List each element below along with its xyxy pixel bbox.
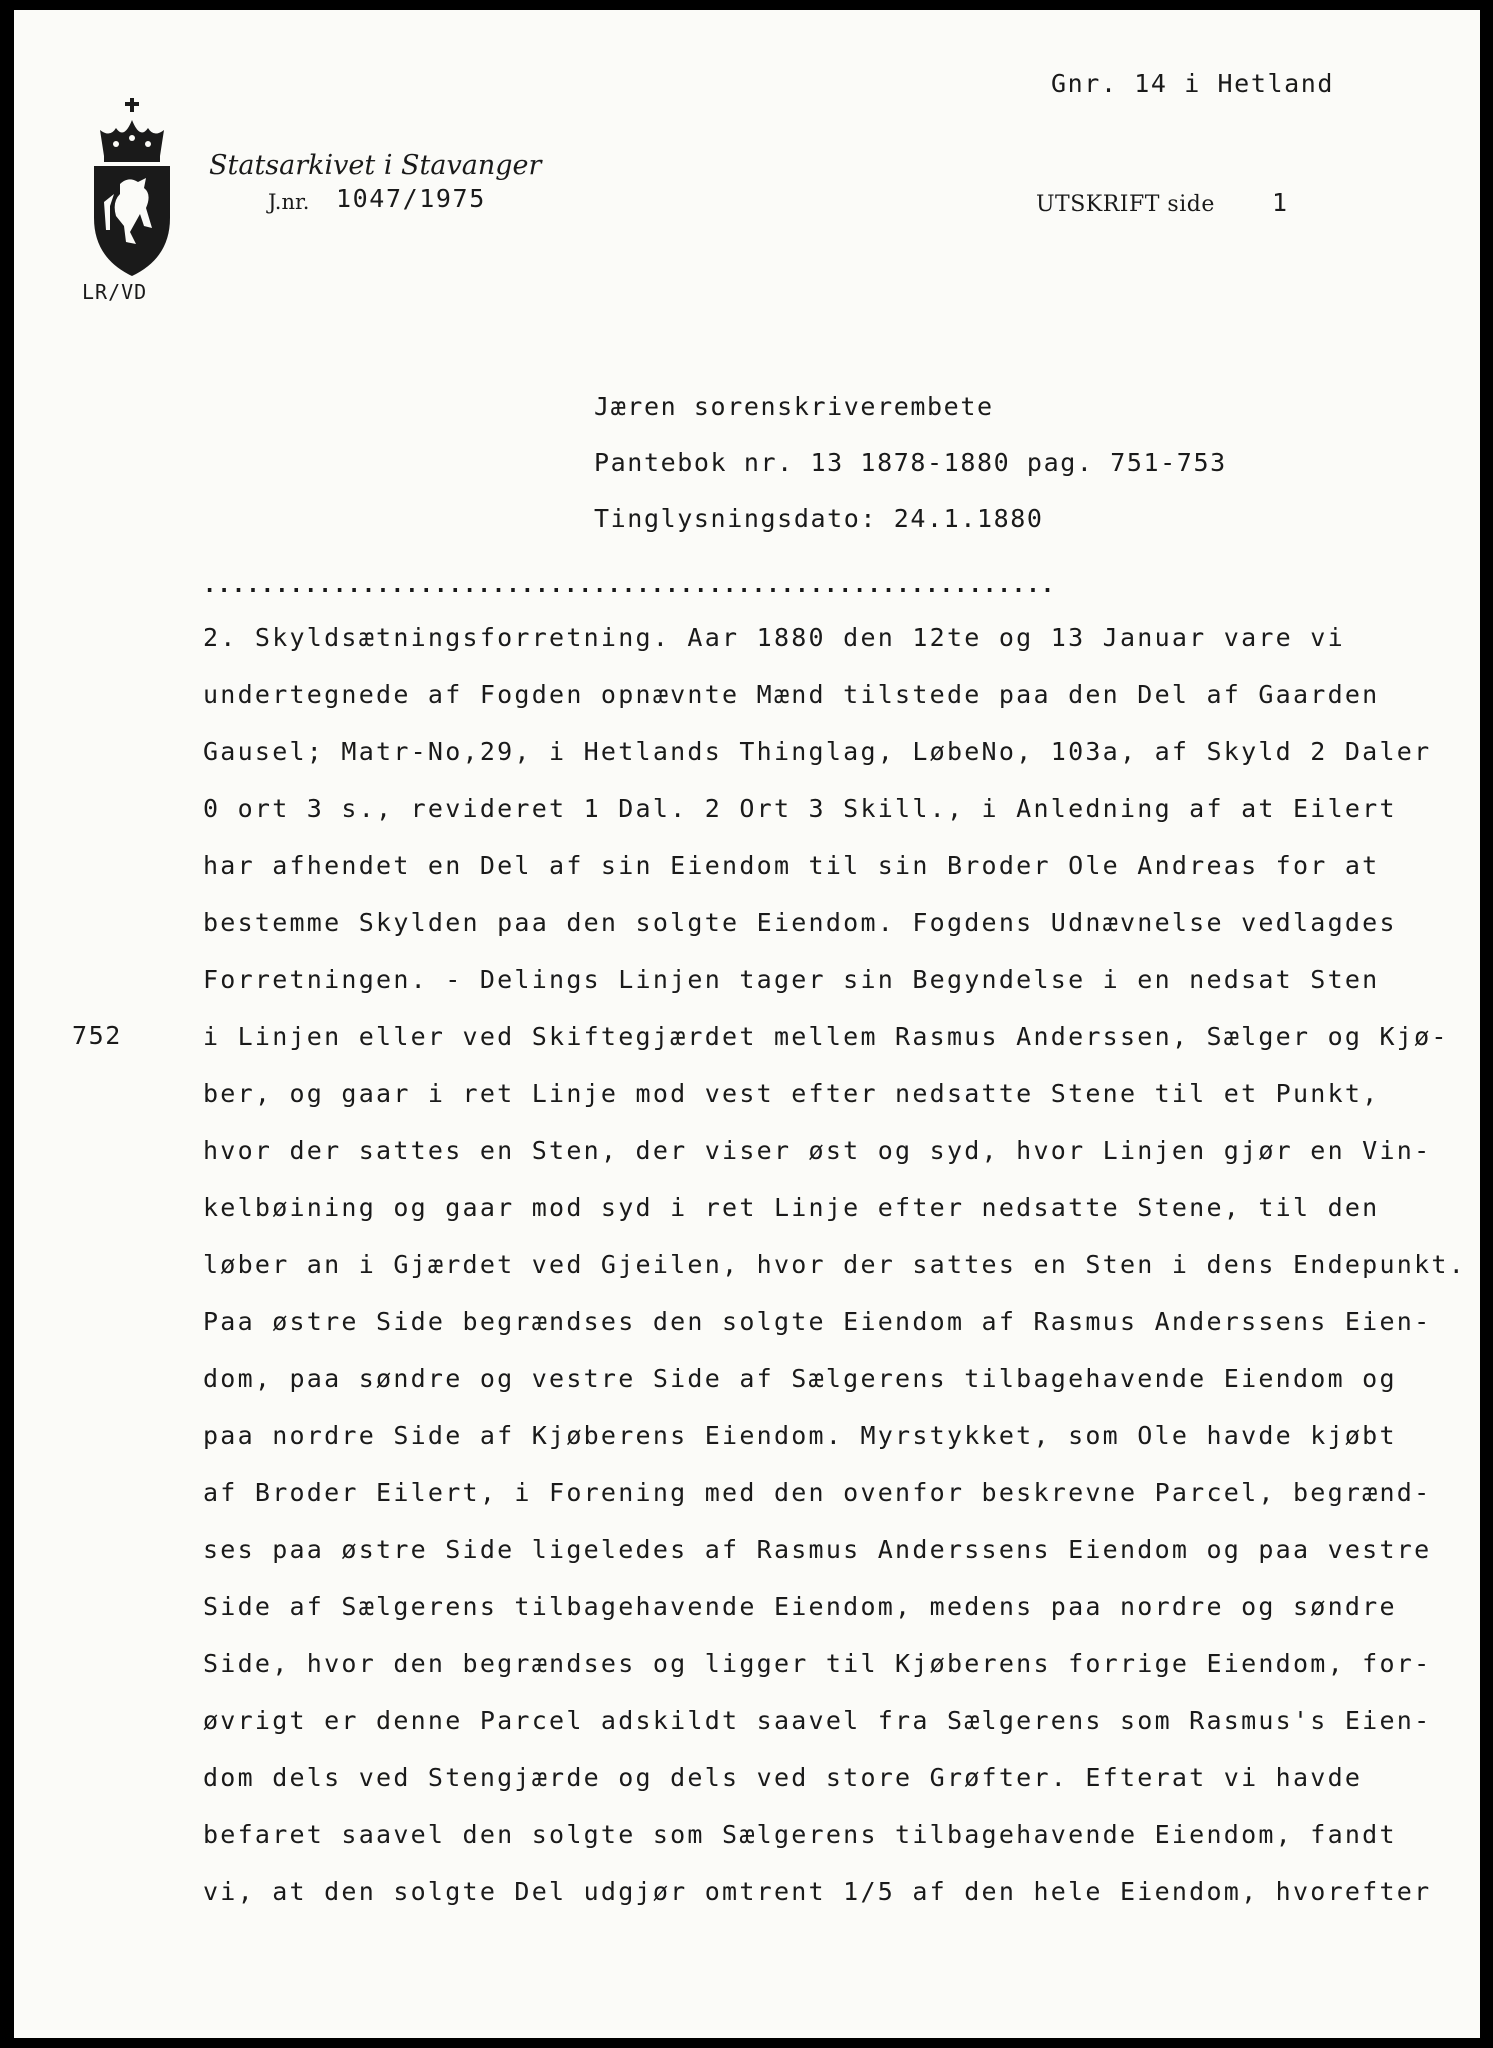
text-line: i Linjen eller ved Skiftegjærdet mellem Rasmus Anderssen, Sælger og Kjø- <box>203 1022 1449 1051</box>
text-line: Paa østre Side begrændses den solgte Eiendom af Rasmus Anderssens Eien- <box>203 1307 1432 1336</box>
office-name: Jæren sorenskriverembete <box>594 392 994 421</box>
text-line: 2. Skyldsætningsforretning. Aar 1880 den 12te og 13 Januar vare vi <box>203 623 1345 652</box>
text-line: ber, og gaar i ret Linje mod vest efter nedsatte Stene til et Punkt, <box>203 1079 1380 1108</box>
text-line: vi, at den solgte Del udgjør omtrent 1/5 af den hele Eiendom, hvorefter <box>203 1877 1432 1906</box>
text-line: Side af Sælgerens tilbagehavende Eiendom, medens paa nordre og søndre <box>203 1592 1397 1621</box>
book-reference: Pantebok nr. 13 1878-1880 pag. 751-753 <box>594 448 1227 477</box>
text-line: har afhendet en Del af sin Eiendom til sin Broder Ole Andreas for at <box>203 851 1380 880</box>
coat-of-arms-icon <box>90 98 174 278</box>
text-line: paa nordre Side af Kjøberens Eiendom. Myrstykket, som Ole havde kjøbt <box>203 1421 1397 1450</box>
text-line: løber an i Gjærdet ved Gjeilen, hvor der sattes en Sten i dens Endepunkt. <box>203 1250 1466 1279</box>
journal-number: 1047/1975 <box>336 184 486 213</box>
property-reference: Gnr. 14 i Hetland <box>1051 69 1335 98</box>
body-text <box>203 618 1466 1929</box>
archive-name: Statsarkivet i Stavanger <box>209 150 542 181</box>
text-line: af Broder Eilert, i Forening med den ovenfor beskrevne Parcel, begrænd- <box>203 1478 1432 1507</box>
text-line: Side, hvor den begrændses og ligger til Kjøberens forrige Eiendom, for- <box>203 1649 1432 1678</box>
document-page <box>14 10 1480 2038</box>
text-line: ses paa østre Side ligeledes af Rasmus Anderssens Eiendom og paa vestre <box>203 1535 1432 1564</box>
dotted-separator: ........................................................... <box>203 573 1056 598</box>
text-line: 0 ort 3 s., revideret 1 Dal. 2 Ort 3 Skill., i Anledning af at Eilert <box>203 794 1397 823</box>
margin-page-note: 752 <box>72 1021 122 1050</box>
text-line: hvor der sattes en Sten, der viser øst og syd, hvor Linjen gjør en Vin- <box>203 1136 1432 1165</box>
page-number: 1 <box>1272 188 1289 217</box>
journal-label: J.nr. <box>268 190 310 214</box>
text-line: øvrigt er denne Parcel adskildt saavel fra Sælgerens som Rasmus's Eien- <box>203 1706 1432 1735</box>
excerpt-label: UTSKRIFT side <box>1036 192 1215 217</box>
text-line: Gausel; Matr-No,29, i Hetlands Thinglag, LøbeNo, 103a, af Skyld 2 Daler <box>203 737 1432 766</box>
text-line: befaret saavel den solgte som Sælgerens tilbagehavende Eiendom, fandt <box>203 1820 1397 1849</box>
text-line: dom, paa søndre og vestre Side af Sælgerens tilbagehavende Eiendom og <box>203 1364 1397 1393</box>
text-line: bestemme Skylden paa den solgte Eiendom. Fogdens Udnævnelse vedlagdes <box>203 908 1397 937</box>
initials: LR/VD <box>82 280 148 304</box>
text-line: kelbøining og gaar mod syd i ret Linje efter nedsatte Stene, til den <box>203 1193 1380 1222</box>
text-line: undertegnede af Fogden opnævnte Mænd tilstede paa den Del af Gaarden <box>203 680 1380 709</box>
text-line: dom dels ved Stengjærde og dels ved store Grøfter. Efterat vi havde <box>203 1763 1363 1792</box>
text-line: Forretningen. - Delings Linjen tager sin Begyndelse i en nedsat Sten <box>203 965 1380 994</box>
registration-date: Tinglysningsdato: 24.1.1880 <box>594 504 1044 533</box>
